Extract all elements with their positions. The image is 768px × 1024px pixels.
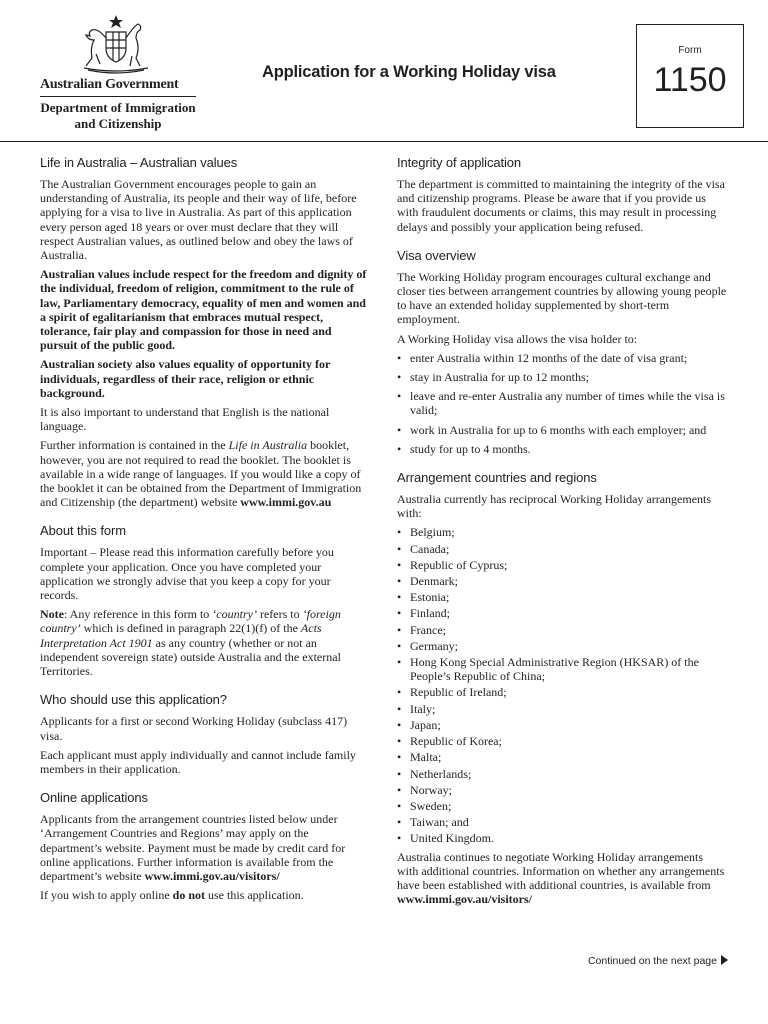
country-name: Hong Kong Special Administrative Region (HKSAR) of the People’s Republic of China; [410, 655, 699, 684]
country-item [397, 574, 727, 588]
arrow-right-icon [721, 955, 728, 965]
country-name: Germany; [410, 638, 458, 653]
paragraph [397, 850, 727, 907]
country-item [397, 542, 727, 556]
bullet-icon: • [397, 734, 402, 749]
list-item [397, 389, 727, 417]
list-item-text: enter Australia within 12 months of the date of visa grant; [410, 350, 688, 365]
emphasis: do not [172, 888, 205, 903]
text: Australia continues to negotiate Working Holiday arrangements with additional countries. Information on whether any arrangements have been established with additional countries, is available from [397, 849, 725, 892]
country-item [397, 606, 727, 620]
country-name: Belgium; [410, 525, 455, 540]
country-item [397, 702, 727, 716]
bullet-icon: • [397, 717, 402, 732]
section-heading: Online applications [40, 790, 148, 806]
countries-list [397, 525, 727, 845]
coat-of-arms-icon [78, 14, 154, 76]
section-australian-values [40, 155, 370, 509]
header-divider [0, 141, 768, 142]
country-name: Japan; [410, 717, 441, 732]
visa-allowances-list [397, 351, 727, 456]
section-heading: Life in Australia – Australian values [40, 155, 238, 170]
department-name: Department of Immigration and Citizenship [40, 100, 196, 131]
left-column [40, 155, 370, 916]
text: ‘country’ [212, 607, 257, 622]
bullet-icon: • [397, 350, 402, 365]
section-arrangement-countries [397, 470, 727, 906]
section-heading: Who should use this application? [40, 692, 227, 708]
bullet-icon: • [397, 815, 402, 830]
section-heading: Visa overview [397, 247, 476, 263]
country-item [397, 815, 727, 829]
note-paragraph [40, 607, 370, 678]
country-name: Republic of Cyprus; [410, 557, 508, 572]
paragraph [40, 812, 370, 883]
bullet-icon: • [397, 606, 402, 621]
section-heading: Integrity of application [397, 155, 522, 170]
list-item [397, 351, 727, 365]
country-name: Republic of Korea; [410, 734, 502, 749]
country-name: Italy; [410, 701, 436, 716]
country-name: Canada; [410, 541, 450, 556]
text: which is defined in paragraph 22(1)(f) of the [80, 621, 301, 636]
form-title: Application for a Working Holiday visa [262, 63, 556, 81]
country-item [397, 623, 727, 637]
paragraph: The Working Holiday program encourages cultural exchange and closer ties between arrangement countries by allowing young people to have an extended holiday supplemented by short-term employment. [397, 269, 727, 327]
text: as any country (whether or not an independent sovereign state) outside Australia and the external Territories. [40, 635, 341, 679]
country-item [397, 750, 727, 764]
country-item [397, 783, 727, 797]
section-about-this-form [40, 523, 370, 678]
bullet-icon: • [397, 701, 402, 716]
country-name: Malta; [410, 750, 442, 765]
country-name: Taiwan; and [410, 815, 469, 830]
list-item-text: stay in Australia for up to 12 months; [410, 370, 589, 385]
country-name: Estonia; [410, 590, 450, 605]
country-item [397, 639, 727, 653]
section-who-should-use [40, 692, 370, 776]
bullet-icon: • [397, 655, 402, 670]
booklet-title: Life in Australia [228, 438, 308, 453]
bullet-icon: • [397, 441, 402, 456]
paragraph: Australia currently has reciprocal Working Holiday arrangements with: [397, 492, 712, 521]
country-item [397, 734, 727, 748]
text: refers to [256, 607, 303, 622]
country-item [397, 767, 727, 781]
right-column [397, 155, 727, 920]
list-item-text: leave and re-enter Australia any number of times while the visa is valid; [410, 389, 725, 418]
text: : Any reference in this form to [64, 607, 213, 622]
paragraph: The department is committed to maintaining the integrity of the visa and citizenship programs. Please be aware that if you provide us with fraudulent documents or claims, this may result in processing delays and possibly your application being refused. [397, 177, 725, 234]
country-name: United Kingdom. [410, 831, 494, 846]
text: ‘foreign country’ [40, 607, 341, 636]
text: Further information is contained in the [40, 438, 229, 453]
website-link[interactable]: www.immi.gov.au [240, 495, 332, 510]
section-heading: Arrangement countries and regions [397, 470, 597, 486]
list-item [397, 442, 727, 456]
section-visa-overview [397, 248, 727, 456]
paragraph [40, 888, 370, 902]
country-item [397, 525, 727, 539]
country-name: Republic of Ireland; [410, 685, 507, 700]
act-title: Acts Interpretation Act 1901 [40, 621, 322, 650]
section-online-applications [40, 790, 370, 902]
text: use this application. [205, 888, 304, 903]
values-statement: Australian values include respect for the freedom and dignity of the individual, freedom of religion, commitment to the rule of law, Parliamentary democracy, equality of men and women and a spirit of egalitarianism that embraces mutual respect, tolerance, fair play and compassion for those in need and pursuit of the public good. [40, 267, 367, 353]
bullet-icon: • [397, 590, 402, 605]
country-item [397, 685, 727, 699]
bullet-icon: • [397, 389, 402, 404]
continued-next-page [560, 955, 728, 967]
paragraph: A Working Holiday visa allows the visa holder to: [397, 331, 638, 346]
text: If you wish to apply online [40, 888, 173, 903]
list-item [397, 423, 727, 437]
bullet-icon: • [397, 622, 402, 637]
text: booklet, however, you are not required to read the booklet. The booklet is available in a wide range of languages. If you would like a copy of the booklet it can be obtained from the Department of Immigration and Citizenship (the department) website [40, 438, 362, 510]
logo-divider [40, 96, 196, 97]
country-item [397, 718, 727, 732]
country-item [397, 799, 727, 813]
website-link[interactable]: www.immi.gov.au/visitors/ [397, 892, 533, 907]
bullet-icon: • [397, 541, 402, 556]
bullet-icon: • [397, 798, 402, 813]
paragraph: It is also important to understand that English is the national language. [40, 405, 330, 434]
country-item [397, 655, 727, 683]
country-item [397, 831, 727, 845]
country-name: Finland; [410, 606, 451, 621]
government-name: Australian Government [40, 77, 179, 92]
bullet-icon: • [397, 782, 402, 797]
bullet-icon: • [397, 370, 402, 385]
country-name: Netherlands; [410, 766, 472, 781]
form-number-box [636, 24, 744, 128]
bullet-icon: • [397, 750, 402, 765]
form-label: Form [678, 45, 702, 56]
continued-label: Continued on the next page [587, 955, 717, 967]
bullet-icon: • [397, 422, 402, 437]
website-link[interactable]: www.immi.gov.au/visitors/ [144, 868, 280, 883]
values-statement: Australian society also values equality of opportunity for individuals, regardless of their race, religion or ethnic background. [40, 357, 331, 400]
section-integrity [397, 155, 727, 234]
list-item [397, 370, 727, 384]
country-name: Norway; [410, 782, 452, 797]
country-item [397, 590, 727, 604]
paragraph: Applicants for a first or second Working Holiday (subclass 417) visa. [40, 714, 348, 743]
country-name: Denmark; [410, 574, 458, 589]
bullet-icon: • [397, 525, 402, 540]
bullet-icon: • [397, 638, 402, 653]
bullet-icon: • [397, 831, 402, 846]
paragraph [40, 438, 370, 509]
country-name: France; [410, 622, 446, 637]
list-item-text: study for up to 4 months. [410, 441, 531, 456]
bullet-icon: • [397, 574, 402, 589]
country-item [397, 558, 727, 572]
bullet-icon: • [397, 766, 402, 781]
section-heading: About this form [40, 523, 126, 539]
list-item-text: work in Australia for up to 6 months with each employer; and [410, 422, 707, 437]
bullet-icon: • [397, 557, 402, 572]
text: Applicants from the arrangement countries listed below under ‘Arrangement Countries and Regions’ may apply on the department’s website. Payment must be made by credit card for online applications. Further information is available from the department’s website [40, 812, 346, 883]
paragraph: Each applicant must apply individually and cannot include family members in their application. [40, 747, 356, 776]
country-name: Sweden; [410, 798, 452, 813]
bullet-icon: • [397, 685, 402, 700]
paragraph: The Australian Government encourages people to gain an understanding of Australia, its people and their way of life, before applying for a visa to live in Australia. As part of this application every person aged 18 years or over must declare that they will respect Australian values, as outlined below and obey the laws of Australia. [40, 177, 357, 263]
paragraph: Important – Please read this information carefully before you complete your application. Once you have completed your application we strongly advise that you keep a copy for your records. [40, 545, 334, 603]
form-number: 1150 [653, 61, 727, 99]
note-label: Note [40, 607, 64, 622]
